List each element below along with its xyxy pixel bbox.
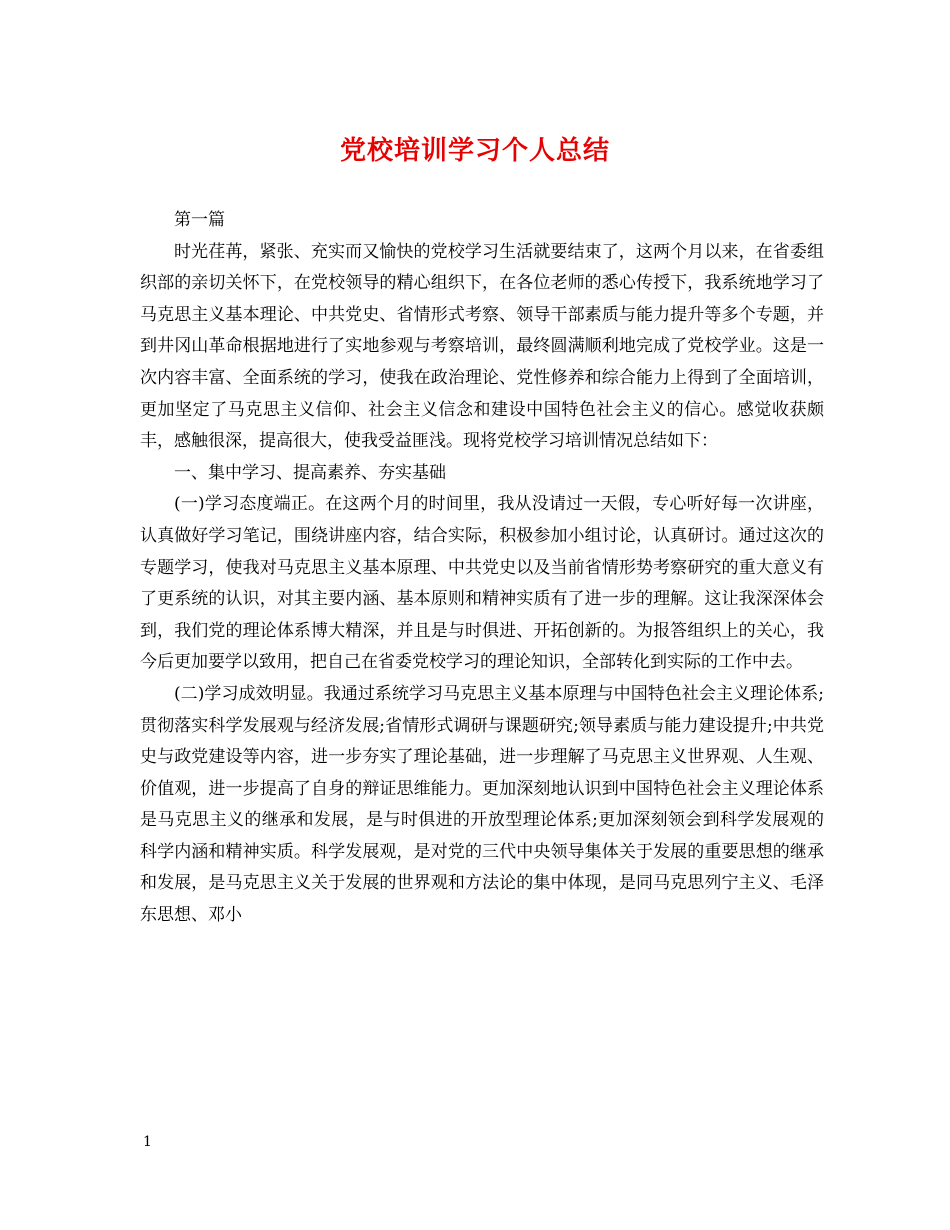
section-heading: 一、集中学习、提高素养、夯实基础: [174, 462, 446, 483]
paragraph-study-results: (二)学习成效明显。我通过系统学习马克思主义基本原理与中国特色社会主义理论体系;贯彻落实科学发展观与经济发展;省情形式调研与课题研究;领导素质与能力建设提升;中共党史与政党建设等内容，进一步夯实了理论基础，进一步理解了马克思主义世界观、人生观、价值观，进一步提高了自身的辩证思维能力。更加深刻地认识到中国特色社会主义理论体系是马克思主义的继承和发展，是与时俱进的开放型理论体系;更加深刻领会到科学发展观的科学内涵和精神实质。科学发展观，是对党的三代中央领导集体关于发展的重要思想的继承和发展，是马克思主义关于发展的世界观和方法论的集中体现，是同马克思列宁主义、毛泽东思想、邓小: [140, 683, 824, 926]
paragraph-intro: 时光荏苒，紧张、充实而又愉快的党校学习生活就要结束了，这两个月以来，在省委组织部的亲切关怀下，在党校领导的精心组织下，在各位老师的悉心传授下，我系统地学习了马克思主义基本理论、中共党史、省情形式考察、领导干部素质与能力提升等多个专题，并到井冈山革命根据地进行了实地参观与考察培训，最终圆满顺利地完成了党校学业。这是一次内容丰富、全面系统的学习，使我在政治理论、党性修养和综合能力上得到了全面培训，更加坚定了马克思主义信仰、社会主义信念和建设中国特色社会主义的信心。感觉收获颇丰，感触很深，提高很大，使我受益匪浅。现将党校学习培训情况总结如下：: [140, 241, 824, 452]
section-label: 第一篇: [174, 210, 225, 230]
document-body: [140, 205, 824, 932]
paragraph-study-attitude: (一)学习态度端正。在这两个月的时间里，我从没请过一天假，专心听好每一次讲座，认真做好学习笔记，围绕讲座内容，结合实际，积极参加小组讨论，认真研讨。通过这次的专题学习，使我对马克思主义基本原理、中共党史以及当前省情形势考察研究的重大意义有了更系统的认识，对其主要内涵、基本原则和精神实质有了进一步的理解。这让我深深体会到，我们党的理论体系博大精深，并且是与时俱进、开拓创新的。为报答组织上的关心，我今后更加要学以致用，把自己在省委党校学习的理论知识，全部转化到实际的工作中去。: [140, 494, 824, 673]
page-number: 1: [143, 1134, 152, 1150]
document-title: 党校培训学习个人总结: [339, 136, 610, 166]
